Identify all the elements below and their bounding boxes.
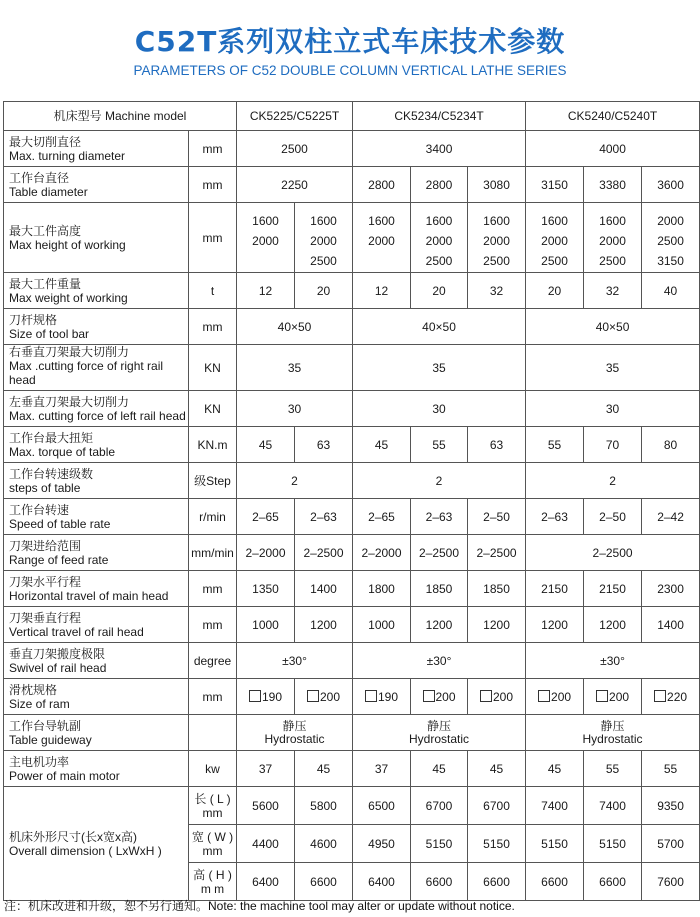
unit-cell: r/min — [189, 499, 237, 535]
table-row — [4, 607, 700, 643]
unit-line: mm — [202, 843, 223, 858]
value-line: 1600 — [252, 214, 279, 228]
value-cell: 9350 — [642, 787, 700, 825]
value-cell: 32 — [584, 273, 642, 309]
param-label — [4, 751, 189, 787]
value-cell: 3600 — [642, 167, 700, 203]
value-text: 190 — [378, 689, 399, 704]
value-cell: 1350 — [237, 571, 295, 607]
unit-cell: mm — [189, 571, 237, 607]
unit-cell — [189, 825, 237, 863]
value-line: 2500 — [541, 254, 568, 268]
value-line: 1600 — [310, 214, 337, 228]
value-cell: 45 — [468, 751, 526, 787]
value-cell — [411, 679, 468, 715]
value-cell: 5700 — [642, 825, 700, 863]
value-line: 静压 — [600, 718, 625, 733]
value-text: 200 — [609, 689, 630, 704]
param-label — [4, 203, 189, 273]
value-cell: 12 — [237, 273, 295, 309]
param-en: Power of main motor — [9, 769, 120, 783]
param-cn: 机床外形尺寸(长x宽x高) — [9, 829, 137, 844]
spec-table — [3, 101, 700, 901]
param-cn: 工作台导轨副 — [9, 719, 82, 733]
param-en: Overall dimension ( LxWxH ) — [9, 843, 162, 858]
page-subtitle: PARAMETERS OF C52 DOUBLE COLUMN VERTICAL LATHE SERIES — [133, 63, 567, 78]
value-cell: 6400 — [353, 863, 411, 901]
value-cell: 1000 — [353, 607, 411, 643]
table-row — [4, 463, 700, 499]
table-row — [4, 203, 700, 273]
param-cn: 左垂直刀架最大切削力 — [9, 395, 130, 409]
value-cell: 4600 — [295, 825, 353, 863]
param-en: Max .cutting force of right rail head — [9, 359, 164, 387]
value-cell: 7400 — [526, 787, 584, 825]
unit-cell: 级Step — [189, 463, 237, 499]
value-cell: 4000 — [526, 131, 700, 167]
table-row — [4, 273, 700, 309]
value-line: 2000 — [657, 214, 684, 228]
param-en: Max. cutting force of left rail head — [9, 409, 186, 423]
value-cell: 45 — [411, 751, 468, 787]
model-header: CK5240/C5240T — [526, 102, 700, 131]
value-line: 3150 — [657, 254, 684, 268]
value-text: 200 — [435, 689, 456, 704]
value-cell: 7600 — [642, 863, 700, 901]
unit-cell: mm — [189, 167, 237, 203]
unit-cell — [189, 715, 237, 751]
value-text: 200 — [319, 689, 341, 704]
value-cell: 2–2000 — [353, 535, 411, 571]
value-cell: 3380 — [584, 167, 642, 203]
table-row — [4, 751, 700, 787]
param-en: Size of ram — [9, 697, 70, 711]
unit-cell: mm/min — [189, 535, 237, 571]
value-cell: 6600 — [411, 863, 468, 901]
param-cn: 最大切削直径 — [9, 135, 82, 149]
value-cell — [353, 715, 526, 751]
param-cn: 刀杆规格 — [9, 313, 58, 327]
value-line: 1600 — [541, 214, 568, 228]
table-row — [4, 787, 700, 825]
value-cell — [642, 203, 700, 273]
unit-cell: mm — [189, 203, 237, 273]
param-label — [4, 679, 189, 715]
value-cell: 2 — [526, 463, 700, 499]
param-en: Max weight of working — [9, 291, 128, 305]
value-cell: 55 — [584, 751, 642, 787]
unit-cell: KN.m — [189, 427, 237, 463]
param-label — [4, 643, 189, 679]
value-cell: 2–50 — [468, 499, 526, 535]
page-title: C52T系列双柱立式车床技术参数 — [134, 25, 566, 58]
unit-cell: t — [189, 273, 237, 309]
param-cn: 工作台最大扭矩 — [9, 431, 94, 445]
value-cell — [237, 679, 295, 715]
value-cell: 40 — [642, 273, 700, 309]
value-cell: 2–63 — [526, 499, 584, 535]
value-line: 2500 — [425, 254, 453, 268]
value-cell: 40×50 — [237, 309, 353, 345]
param-cn: 最大工件高度 — [9, 223, 82, 238]
unit-cell — [189, 863, 237, 901]
value-cell — [642, 679, 700, 715]
value-cell: 1850 — [411, 571, 468, 607]
value-text: 220 — [667, 689, 688, 704]
param-en: Range of feed rate — [9, 553, 109, 567]
param-en: Max. turning diameter — [9, 149, 126, 163]
value-line: 2000 — [425, 234, 453, 248]
param-label — [4, 607, 189, 643]
param-en: Swivel of rail head — [9, 661, 107, 675]
value-cell — [584, 679, 642, 715]
value-cell: 2–65 — [353, 499, 411, 535]
param-label — [4, 167, 189, 203]
value-cell: 63 — [468, 427, 526, 463]
value-cell: 20 — [295, 273, 353, 309]
model-header: CK5234/C5234T — [353, 102, 526, 131]
value-cell: 3400 — [353, 131, 526, 167]
value-line: 2000 — [483, 234, 510, 248]
value-cell: 2–2500 — [411, 535, 468, 571]
value-cell: 2800 — [411, 167, 468, 203]
value-line: 1600 — [425, 214, 453, 228]
value-cell: 40×50 — [353, 309, 526, 345]
value-cell — [526, 679, 584, 715]
footnote: 注：机床改进和升级，恕不另行通知。Note: the machine tool may alter or update without notice. — [4, 899, 515, 913]
value-cell: 5150 — [411, 825, 468, 863]
table-row — [4, 499, 700, 535]
value-cell: 6700 — [468, 787, 526, 825]
table-row — [4, 535, 700, 571]
value-cell: 30 — [353, 391, 526, 427]
value-cell: 2 — [353, 463, 526, 499]
unit-line: mm — [202, 805, 223, 820]
param-cn: 刀架水平行程 — [9, 575, 82, 589]
value-cell — [526, 715, 700, 751]
table-row — [4, 643, 700, 679]
square-section-icon — [480, 690, 492, 702]
unit-cell: mm — [189, 607, 237, 643]
square-section-icon — [538, 690, 550, 702]
value-cell: 6600 — [526, 863, 584, 901]
value-cell: 6400 — [237, 863, 295, 901]
value-cell: 2800 — [353, 167, 411, 203]
value-cell: 2–2500 — [468, 535, 526, 571]
value-cell: 4400 — [237, 825, 295, 863]
value-cell: 55 — [642, 751, 700, 787]
value-text: 200 — [551, 689, 572, 704]
value-cell: 45 — [526, 751, 584, 787]
unit-line: 长 ( L ) — [194, 791, 231, 806]
value-cell: 6600 — [295, 863, 353, 901]
value-line: Hydrostatic — [264, 731, 325, 746]
param-cn: 工作台转速 — [9, 503, 70, 517]
param-label — [4, 715, 189, 751]
value-cell: 40×50 — [526, 309, 700, 345]
value-cell: 4950 — [353, 825, 411, 863]
value-line: 2500 — [599, 254, 626, 268]
unit-cell: degree — [189, 643, 237, 679]
param-en: Vertical travel of rail head — [9, 625, 144, 639]
param-label — [4, 535, 189, 571]
unit-line: m m — [200, 881, 225, 896]
value-line: 静压 — [427, 718, 452, 733]
value-cell: 45 — [353, 427, 411, 463]
value-line: Hydrostatic — [582, 731, 643, 746]
value-cell — [353, 679, 411, 715]
value-line: Hydrostatic — [409, 731, 470, 746]
param-cn: 垂直刀架搬度极限 — [9, 647, 106, 661]
param-en: Horizontal travel of main head — [9, 589, 169, 603]
table-row — [4, 679, 700, 715]
value-line: 1600 — [599, 214, 626, 228]
value-cell: 5150 — [468, 825, 526, 863]
value-cell — [468, 679, 526, 715]
value-cell: 1800 — [353, 571, 411, 607]
value-cell: 45 — [295, 751, 353, 787]
value-cell: 3150 — [526, 167, 584, 203]
param-cn: 右垂直刀架最大切削力 — [9, 345, 130, 359]
value-line: 1600 — [368, 214, 395, 228]
value-cell: 12 — [353, 273, 411, 309]
param-cn: 滑枕规格 — [9, 683, 58, 697]
param-cn: 刀架垂直行程 — [9, 611, 82, 625]
value-line: 2000 — [541, 234, 568, 248]
value-line: 2000 — [368, 234, 395, 248]
table-row — [4, 391, 700, 427]
param-label — [4, 273, 189, 309]
unit-line: 高 ( H ) — [193, 867, 232, 882]
value-cell: 1200 — [295, 607, 353, 643]
param-label — [4, 391, 189, 427]
value-cell: 2–2000 — [237, 535, 295, 571]
table-row — [4, 715, 700, 751]
value-cell: 1200 — [411, 607, 468, 643]
value-cell: 1000 — [237, 607, 295, 643]
value-cell: 2500 — [237, 131, 353, 167]
value-line: 2000 — [252, 234, 279, 248]
table-row — [4, 427, 700, 463]
model-header: CK5225/C5225T — [237, 102, 353, 131]
value-cell: 37 — [353, 751, 411, 787]
param-label — [4, 427, 189, 463]
value-cell: 6600 — [468, 863, 526, 901]
table-row — [4, 309, 700, 345]
unit-cell — [189, 787, 237, 825]
value-cell: 2300 — [642, 571, 700, 607]
value-cell: 1200 — [468, 607, 526, 643]
value-cell — [295, 679, 353, 715]
value-cell: 2250 — [237, 167, 353, 203]
value-cell — [468, 203, 526, 273]
param-en: Size of tool bar — [9, 327, 90, 341]
param-en: Max. torque of table — [9, 445, 116, 459]
param-en: Max height of working — [9, 237, 126, 252]
value-cell — [295, 203, 353, 273]
value-cell: 6600 — [584, 863, 642, 901]
table-header-row — [4, 102, 700, 131]
value-line: 2500 — [657, 234, 684, 248]
unit-cell: KN — [189, 391, 237, 427]
value-cell: 70 — [584, 427, 642, 463]
value-line: 2000 — [599, 234, 626, 248]
unit-line: 宽 ( W ) — [191, 829, 234, 844]
value-cell: 6700 — [411, 787, 468, 825]
square-section-icon — [596, 690, 608, 702]
square-section-icon — [249, 690, 261, 702]
value-cell: 1200 — [584, 607, 642, 643]
value-cell: 2–42 — [642, 499, 700, 535]
param-cn: 刀架进给范围 — [9, 539, 82, 553]
value-cell: 2–2500 — [295, 535, 353, 571]
value-cell: 3080 — [468, 167, 526, 203]
value-cell: ±30° — [526, 643, 700, 679]
table-row — [4, 167, 700, 203]
value-cell: 37 — [237, 751, 295, 787]
value-cell: 5600 — [237, 787, 295, 825]
value-cell: 35 — [526, 345, 700, 391]
table-row — [4, 571, 700, 607]
value-cell: 2 — [237, 463, 353, 499]
unit-cell: KN — [189, 345, 237, 391]
unit-cell: mm — [189, 131, 237, 167]
square-section-icon — [307, 690, 319, 702]
value-line: 静压 — [282, 718, 307, 733]
value-cell: 55 — [411, 427, 468, 463]
value-cell — [411, 203, 468, 273]
value-cell: 30 — [526, 391, 700, 427]
value-cell — [584, 203, 642, 273]
value-line: 1600 — [483, 214, 510, 228]
square-section-icon — [365, 690, 377, 702]
value-cell: 20 — [526, 273, 584, 309]
value-text: 200 — [493, 689, 514, 704]
param-en: Table diameter — [9, 185, 88, 199]
value-cell: 20 — [411, 273, 468, 309]
param-label — [4, 787, 189, 901]
value-cell: 80 — [642, 427, 700, 463]
unit-cell: kw — [189, 751, 237, 787]
param-en: Speed of table rate — [9, 517, 111, 531]
param-label — [4, 499, 189, 535]
value-cell: 30 — [237, 391, 353, 427]
param-label — [4, 131, 189, 167]
value-cell — [237, 203, 295, 273]
value-cell: ±30° — [237, 643, 353, 679]
value-cell: 5150 — [584, 825, 642, 863]
value-cell — [526, 203, 584, 273]
value-cell: 5150 — [526, 825, 584, 863]
value-cell: 1850 — [468, 571, 526, 607]
square-section-icon — [654, 690, 666, 702]
param-cn: 最大工件重量 — [9, 277, 82, 291]
unit-cell: mm — [189, 679, 237, 715]
value-cell: 35 — [353, 345, 526, 391]
param-cn: 主电机功率 — [9, 755, 70, 769]
value-cell: 1400 — [295, 571, 353, 607]
value-cell: 55 — [526, 427, 584, 463]
param-label — [4, 345, 189, 391]
value-cell: 32 — [468, 273, 526, 309]
value-cell: 5800 — [295, 787, 353, 825]
value-cell: 35 — [237, 345, 353, 391]
value-cell: 2–63 — [295, 499, 353, 535]
param-cn: 工作台转速级数 — [9, 467, 94, 481]
value-text: 190 — [261, 689, 283, 704]
value-cell: 2–2500 — [526, 535, 700, 571]
param-en: steps of table — [9, 481, 81, 495]
value-cell: 2–65 — [237, 499, 295, 535]
value-line: 2500 — [483, 254, 510, 268]
param-label — [4, 571, 189, 607]
value-line: 2000 — [310, 234, 337, 248]
param-en: Table guideway — [9, 733, 92, 747]
value-cell: ±30° — [353, 643, 526, 679]
value-cell — [237, 715, 353, 751]
value-cell — [353, 203, 411, 273]
value-cell: 6500 — [353, 787, 411, 825]
table-row — [4, 131, 700, 167]
value-cell: 45 — [237, 427, 295, 463]
header-label: 机床型号 Machine model — [4, 102, 237, 131]
param-label — [4, 309, 189, 345]
value-cell: 63 — [295, 427, 353, 463]
value-cell: 7400 — [584, 787, 642, 825]
unit-cell: mm — [189, 309, 237, 345]
square-section-icon — [423, 690, 435, 702]
value-cell: 2–63 — [411, 499, 468, 535]
value-cell: 1400 — [642, 607, 700, 643]
param-cn: 工作台直径 — [9, 171, 70, 185]
value-cell: 2–50 — [584, 499, 642, 535]
value-cell: 1200 — [526, 607, 584, 643]
value-cell: 2150 — [584, 571, 642, 607]
value-line: 2500 — [310, 254, 337, 268]
value-cell: 2150 — [526, 571, 584, 607]
param-label — [4, 463, 189, 499]
table-row — [4, 345, 700, 391]
